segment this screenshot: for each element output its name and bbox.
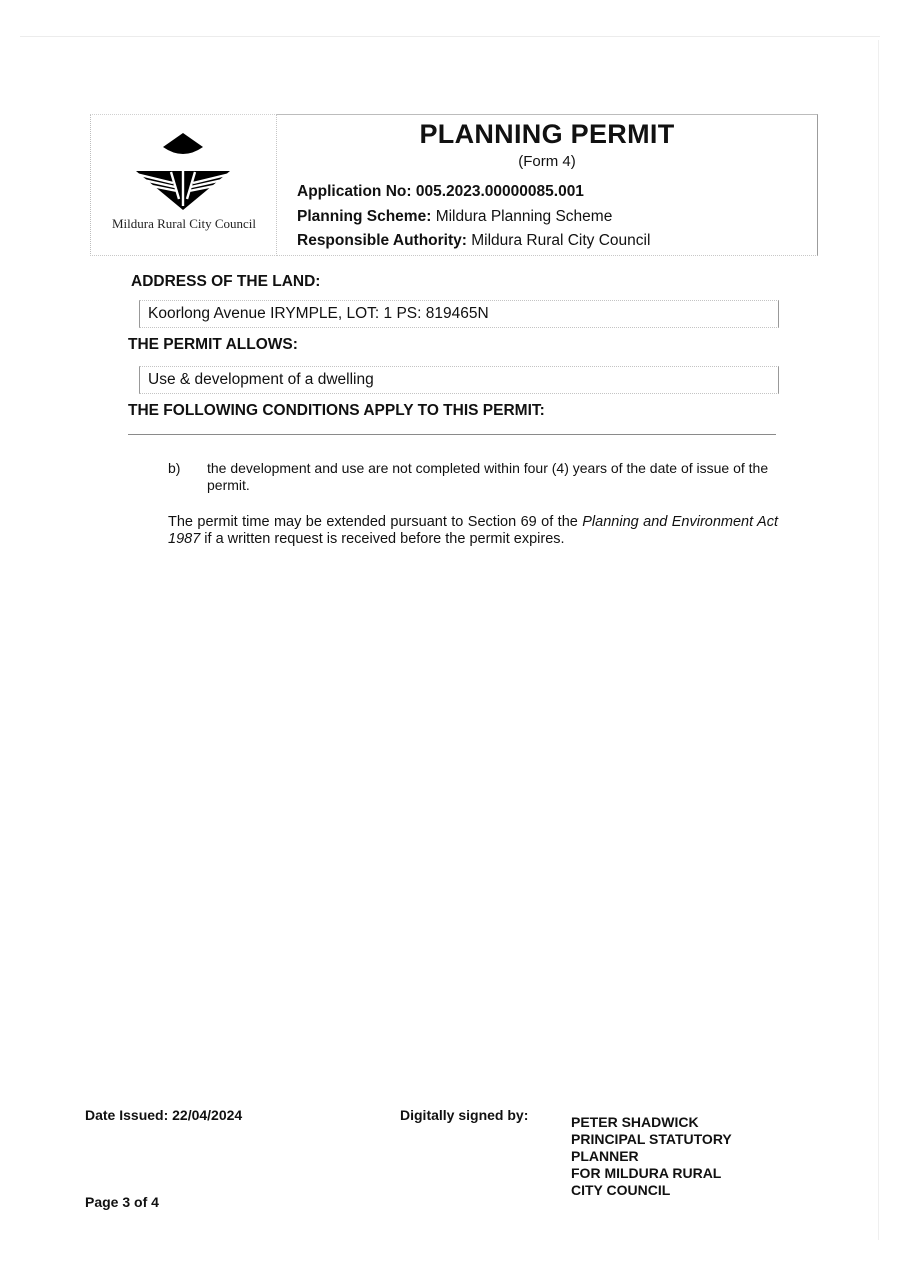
paragraph-suffix: if a written request is received before the permit expires. [200,531,565,547]
permit-allows-heading: THE PERMIT ALLOWS: [128,336,298,353]
responsible-authority-label: Responsible Authority: [297,232,467,249]
condition-item-text: the development and use are not completed within four (4) years of the date of issue of the permit. [207,460,769,493]
scan-edge-right [878,40,879,1240]
planning-scheme-value: Mildura Planning Scheme [435,208,613,225]
condition-item-label: b) [168,460,181,476]
permit-allows-value: Use & development of a dwelling [148,371,374,388]
responsible-authority-value: Mildura Rural City Council [471,232,651,249]
council-logo-icon [133,131,233,211]
planning-scheme-label: Planning Scheme: [297,208,432,225]
council-logo-text: Mildura Rural City Council [111,216,257,231]
address-value: Koorlong Avenue IRYMPLE, LOT: 1 PS: 819465N [148,305,489,322]
conditions-divider [128,434,776,435]
application-no-value: 005.2023.00000085.001 [415,183,584,200]
conditions-heading: THE FOLLOWING CONDITIONS APPLY TO THIS PERMIT: [128,402,545,419]
application-no-label: Application No: [297,183,412,200]
responsible-authority [297,232,650,250]
council-logo-cell [90,114,277,256]
title-cell [276,114,818,256]
page-number: Page 3 of 4 [85,1194,159,1210]
signer-line: PLANNER [571,1148,639,1164]
permit-header [90,114,816,254]
extension-paragraph [168,514,778,548]
page-title: PLANNING PERMIT [419,119,675,149]
signer-line: CITY COUNCIL [571,1182,671,1198]
paragraph-prefix: The permit time may be extended pursuant to Section 69 of the [168,514,583,530]
address-field [139,300,779,328]
planning-scheme [297,208,612,226]
date-issued: Date Issued: 22/04/2024 [85,1107,243,1123]
address-heading: ADDRESS OF THE LAND: [131,273,321,290]
digitally-signed-label: Digitally signed by: [400,1107,529,1123]
signer-line: PRINCIPAL STATUTORY [571,1131,732,1147]
signer-line: PETER SHADWICK [571,1114,699,1130]
application-no [297,183,584,201]
scan-edge-top [20,36,880,37]
form-label: (Form 4) [518,153,576,170]
signer-line: FOR MILDURA RURAL [571,1165,722,1181]
signer-block [571,1114,732,1199]
permit-allows-field [139,366,779,394]
act-name: Planning and Environment Act 1987 [168,514,778,547]
